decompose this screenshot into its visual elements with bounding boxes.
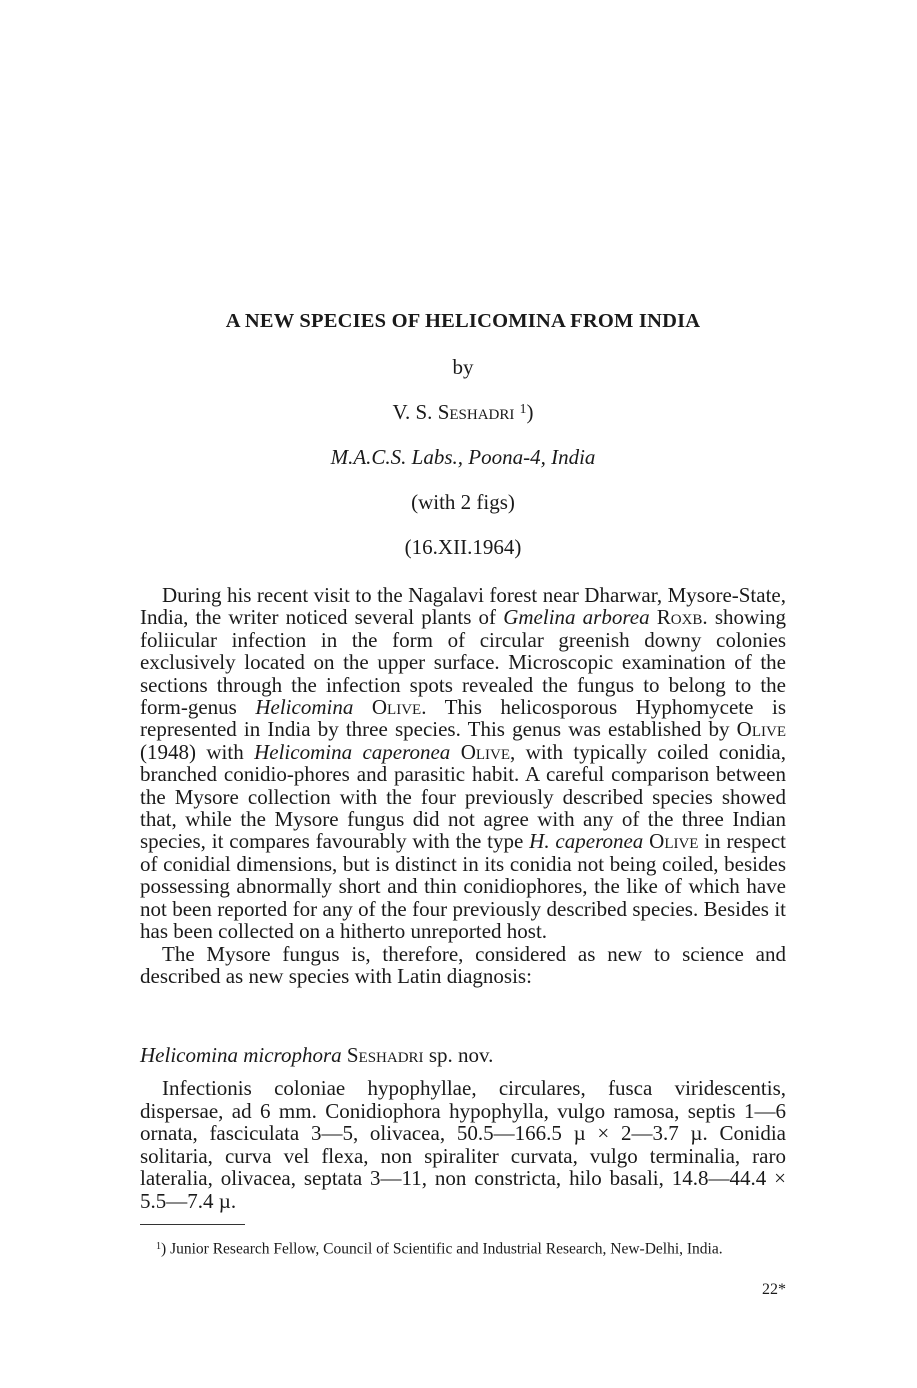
affiliation: M.A.C.S. Labs., Poona-4, India [330, 445, 596, 469]
p1-helicomina: Helicomina [255, 695, 354, 720]
p1-text-11: (1948) with [140, 739, 255, 764]
footnote-text: Junior Research Fellow, Council of Scientific and Industrial Research, New-Delhi, India. [166, 1240, 723, 1258]
p1-h-caperonea: H. caperonea [529, 829, 644, 854]
p1-olive-1: Olive [371, 695, 422, 720]
p1-text-5: . showing foliicular infection in the form of circular greenish downy colonies exclusively located on the upper surface. Microscopic examination of the sections through the infection spots revealed the fungus to belong to the form-genus [140, 605, 786, 720]
paragraph-2: The Mysore fungus is, therefore, considered as new to science and described as new species with Latin diagnosis: [140, 941, 786, 988]
species-suffix: sp. nov. [423, 1043, 494, 1067]
author-surname: Seshadri [437, 400, 515, 424]
date-line: (16.XII.1964) [404, 535, 522, 559]
p1-helicomina-caperonea: Helicomina caperonea [254, 739, 451, 764]
p1-text-7 [353, 695, 372, 719]
p1-text-15: , with typically coiled conidia, branched conidio-phores and parasitic habit. A careful comparison between the Mysore collection with the four previously described species showed that, while the Mysore fungus did not agree with any of the three Indian species, it compares favourably with the type [140, 739, 786, 854]
p1-olive-4: Olive [649, 829, 699, 854]
author-footnote-mark: 1 [519, 400, 527, 416]
p1-roxb: Roxb [656, 605, 703, 630]
p1-text-3 [650, 605, 657, 629]
p1-olive-3: Olive [460, 739, 511, 764]
p1-text-1: During his recent visit to the Nagalavi forest near Dharwar, Mysore-State, India, the writer noticed several plants of [140, 583, 786, 630]
by-line: by [452, 355, 474, 379]
footnote-paren: ) [161, 1240, 167, 1258]
author-footnote-paren: ) [526, 400, 534, 424]
paragraph-1 [140, 584, 786, 943]
species-name: Helicomina microphora [140, 1043, 342, 1067]
body-text [140, 584, 786, 987]
page-number: 22* [762, 1281, 786, 1298]
species-heading [140, 1043, 786, 1068]
latin-diagnosis: Infectionis coloniae hypophyllae, circulares, fusca viridescentis, dispersae, ad 6 mm. Conidiophora hypophylla, vulgo ramosa, septis 1—6 ornata, fasciculata 3—5, olivacea, 50.5—166.5 µ × 2—3.7 µ. Conidia solitaria, curva vel flexa, non spiraliter curvata, vulgo terminalia, raro lateralia, olivacea, septata 3—11, non constricta, hilo basali, 14.8—44.4 × 5.5—7.4 µ. [140, 1076, 786, 1213]
author-initials: V. S. [392, 400, 438, 424]
author-line [140, 400, 786, 425]
footnote-rule [140, 1224, 245, 1225]
footnote [140, 1238, 786, 1259]
p1-olive-2: Olive [736, 717, 786, 742]
paper-title: A NEW SPECIES OF HELICOMINA FROM INDIA [225, 310, 701, 332]
p1-text-19: in respect of conidial dimensions, but is distinct in its conidia not being coiled, besides possessing abnormally short and thin conidiophores, the like of which have not been reported for any of the four previously described species. Besides it has been collected on a hitherto unreported host. [140, 829, 786, 944]
figures-note: (with 2 figs) [411, 490, 515, 514]
p1-text-13 [450, 740, 460, 764]
p1-text-9: . This helicosporous Hyphomycete is represented in India by three species. This genus was established by [140, 695, 786, 742]
p1-gmelina: Gmelina arborea [503, 605, 650, 630]
footnote-mark: 1 [156, 1241, 162, 1252]
species-author: Seshadri [346, 1043, 424, 1067]
